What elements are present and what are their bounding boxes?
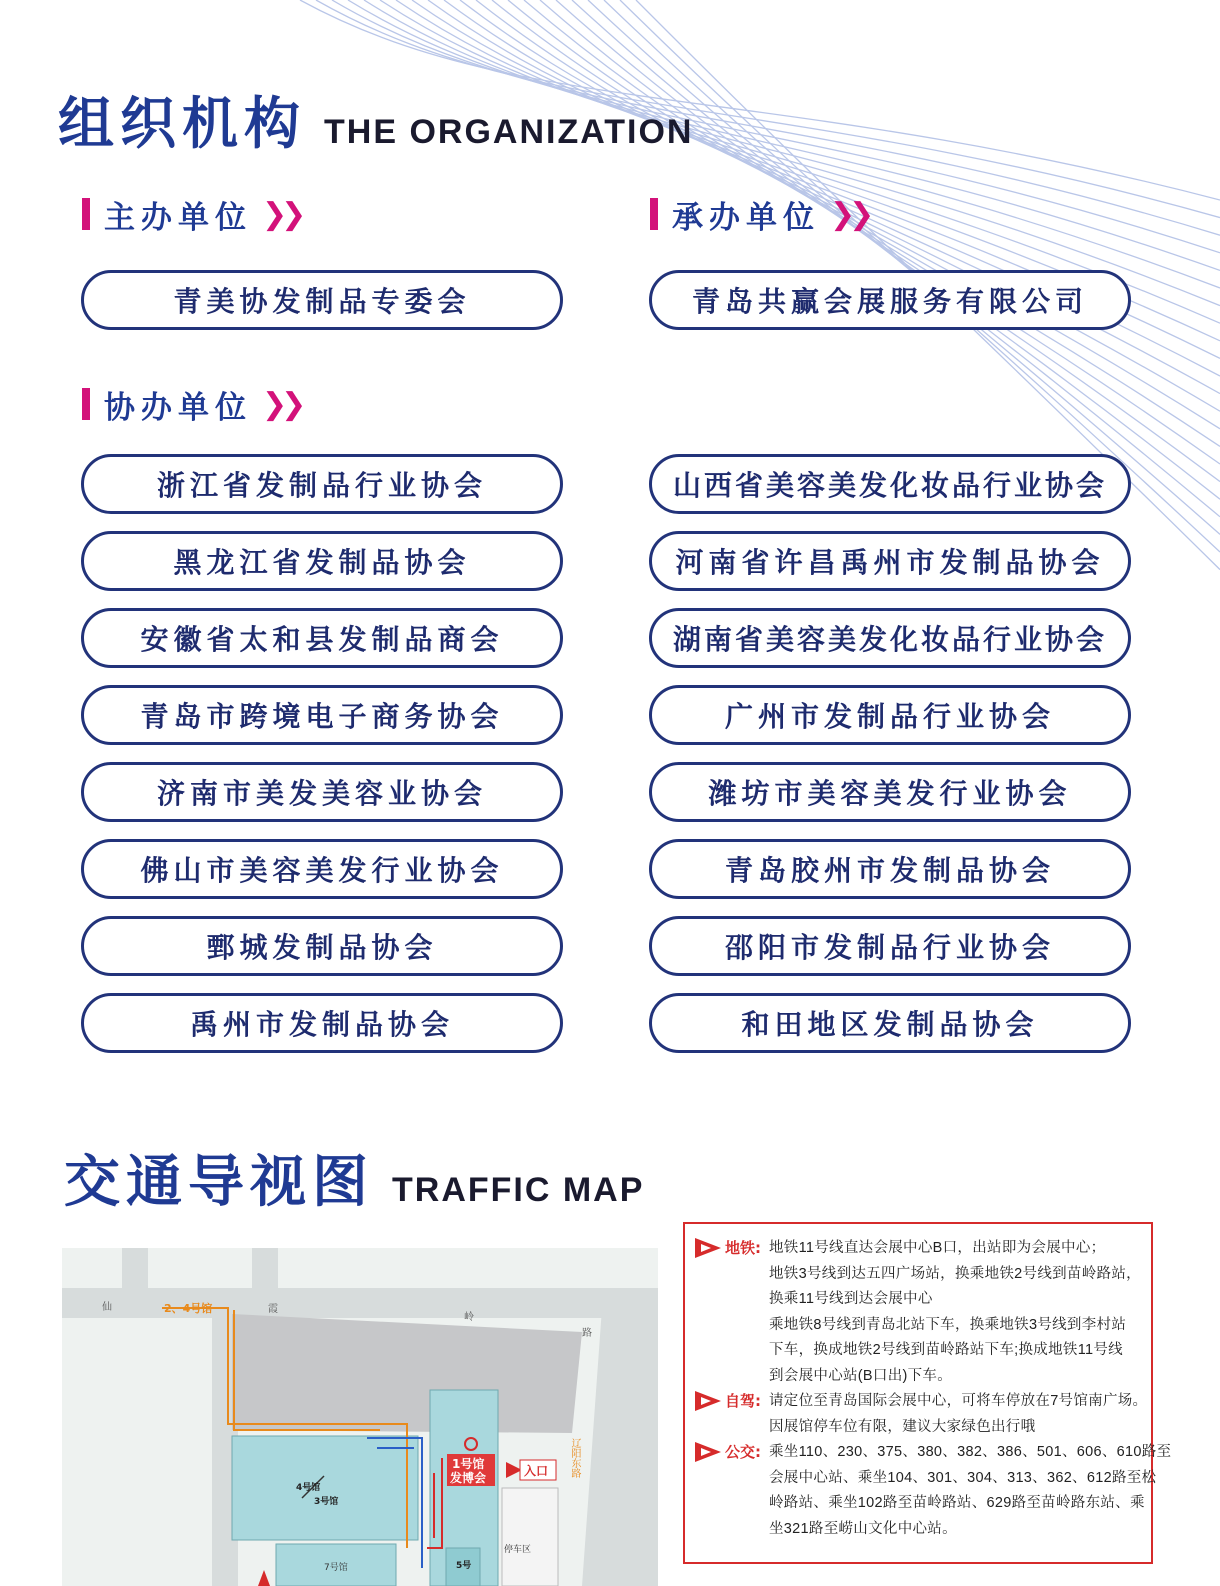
co-organizer-pill: 禹州市发制品协会	[81, 993, 563, 1053]
map-hall5-label: 5号	[456, 1561, 472, 1571]
co-organizer-pill: 河南省许昌禹州市发制品协会	[649, 531, 1131, 591]
bus-text	[769, 1440, 1171, 1542]
driving-info	[693, 1389, 1148, 1440]
co-organizer-pill: 湖南省美容美发化妆品行业协会	[649, 608, 1131, 668]
co-organizer-pill: 邵阳市发制品行业协会	[649, 916, 1131, 976]
double-chevron-icon: ❯❯	[830, 196, 869, 232]
co-organizer-pill: 青岛市跨境电子商务协会	[81, 685, 563, 745]
organizer-heading-label: 承办单位	[672, 199, 820, 236]
map-hall1-sub-label: 发博会	[450, 1471, 487, 1485]
driving-text	[769, 1389, 1147, 1440]
organization-title	[58, 80, 693, 160]
traffic-title-en: TRAFFIC MAP	[392, 1171, 645, 1209]
co-organizer-pill: 广州市发制品行业协会	[649, 685, 1131, 745]
co-organizer-pill: 山西省美容美发化妆品行业协会	[649, 454, 1131, 514]
co-organizer-pill: 青岛胶州市发制品协会	[649, 839, 1131, 899]
co-organizer-pill: 潍坊市美容美发行业协会	[649, 762, 1131, 822]
info-line: 地铁3号线到达五四广场站，换乘地铁2号线到苗岭路站，	[769, 1265, 1141, 1282]
subway-label: 地铁:	[725, 1239, 761, 1257]
co-organizer-pill: 浙江省发制品行业协会	[81, 454, 563, 514]
co-organizer-pill: 济南市美发美容业协会	[81, 762, 563, 822]
map-hall7-label: 7号馆	[324, 1563, 348, 1573]
info-line: 会展中心站、乘坐104、301、304、313、362、612路至松	[769, 1469, 1157, 1486]
info-line: 因展馆停车位有限，建议大家绿色出行哦	[769, 1418, 1036, 1435]
red-flag-icon	[693, 1440, 725, 1464]
organization-title-cn: 组织机构	[58, 92, 306, 157]
traffic-title	[64, 1138, 644, 1218]
map-hall3-label: 3号馆	[314, 1497, 339, 1507]
info-line: 请定位至青岛国际会展中心，可将车停放在7号馆南广场。	[769, 1393, 1148, 1409]
co-organizer-pill: 鄄城发制品协会	[81, 916, 563, 976]
subway-info	[693, 1236, 1143, 1389]
info-line: 换乘11号线到达会展中心	[769, 1291, 933, 1307]
info-line: 到会展中心站(B口出)下车。	[769, 1367, 953, 1384]
map-road-label: 岭	[464, 1312, 474, 1323]
map-route-label: 2、4号馆	[164, 1302, 213, 1315]
host-heading	[82, 194, 300, 234]
bus-info	[693, 1440, 1172, 1542]
red-flag-icon	[693, 1236, 725, 1260]
co-organizer-pill: 佛山市美容美发行业协会	[81, 839, 563, 899]
map-road-label: 路	[582, 1328, 592, 1339]
organization-title-en: THE ORGANIZATION	[324, 113, 694, 151]
driving-label-wrap	[693, 1389, 769, 1440]
heading-bar	[82, 388, 90, 420]
subway-label-wrap	[693, 1236, 769, 1389]
info-line: 乘地铁8号线到青岛北站下车，换乘地铁3号线到李村站	[769, 1316, 1127, 1333]
map-hall4-label: 4号馆	[296, 1483, 321, 1493]
organizer-heading	[650, 194, 868, 234]
info-line: 岭路站、乘坐102路至苗岭路站、629路至苗岭路东站、乘	[769, 1495, 1145, 1511]
info-line: 下车，换成地铁2号线到苗岭路站下车;换成地铁11号线	[769, 1342, 1123, 1358]
traffic-info-box	[683, 1222, 1172, 1564]
organizer-pill: 青岛共赢会展服务有限公司	[649, 270, 1131, 330]
map-hall1-label: 1号馆	[452, 1457, 485, 1471]
map-road-label: 霞	[268, 1304, 278, 1315]
subway-text	[769, 1236, 1143, 1389]
co-organizer-heading-label: 协办单位	[104, 389, 252, 426]
co-organizer-pill: 黑龙江省发制品协会	[81, 531, 563, 591]
host-pill: 青美协发制品专委会	[81, 270, 563, 330]
co-organizer-pill: 安徽省太和县发制品商会	[81, 608, 563, 668]
double-chevron-icon: ❯❯	[262, 386, 301, 422]
host-heading-label: 主办单位	[104, 199, 252, 236]
red-flag-icon	[693, 1389, 725, 1413]
bus-label-wrap	[693, 1440, 769, 1542]
map-parking-label: 停车区	[504, 1545, 532, 1555]
info-line: 坐321路至崂山文化中心站。	[769, 1520, 957, 1537]
map-side-road-label: 辽阳东路	[569, 1438, 580, 1478]
bus-label: 公交:	[725, 1443, 761, 1461]
traffic-title-cn: 交通导视图	[64, 1150, 374, 1215]
heading-bar	[650, 198, 658, 230]
map-entrance-label: 入口	[524, 1464, 549, 1478]
info-line: 地铁11号线直达会展中心B口，出站即为会展中心；	[769, 1240, 1106, 1256]
info-line: 乘坐110、230、375、380、382、386、501、606、610路至	[769, 1444, 1172, 1460]
venue-map-graphic	[62, 1248, 658, 1586]
map-road-label: 仙	[102, 1302, 112, 1313]
traffic-map	[62, 1248, 658, 1586]
co-organizer-pill: 和田地区发制品协会	[649, 993, 1131, 1053]
driving-label: 自驾:	[725, 1392, 761, 1410]
co-organizer-heading	[82, 384, 300, 424]
double-chevron-icon: ❯❯	[262, 196, 301, 232]
heading-bar	[82, 198, 90, 230]
